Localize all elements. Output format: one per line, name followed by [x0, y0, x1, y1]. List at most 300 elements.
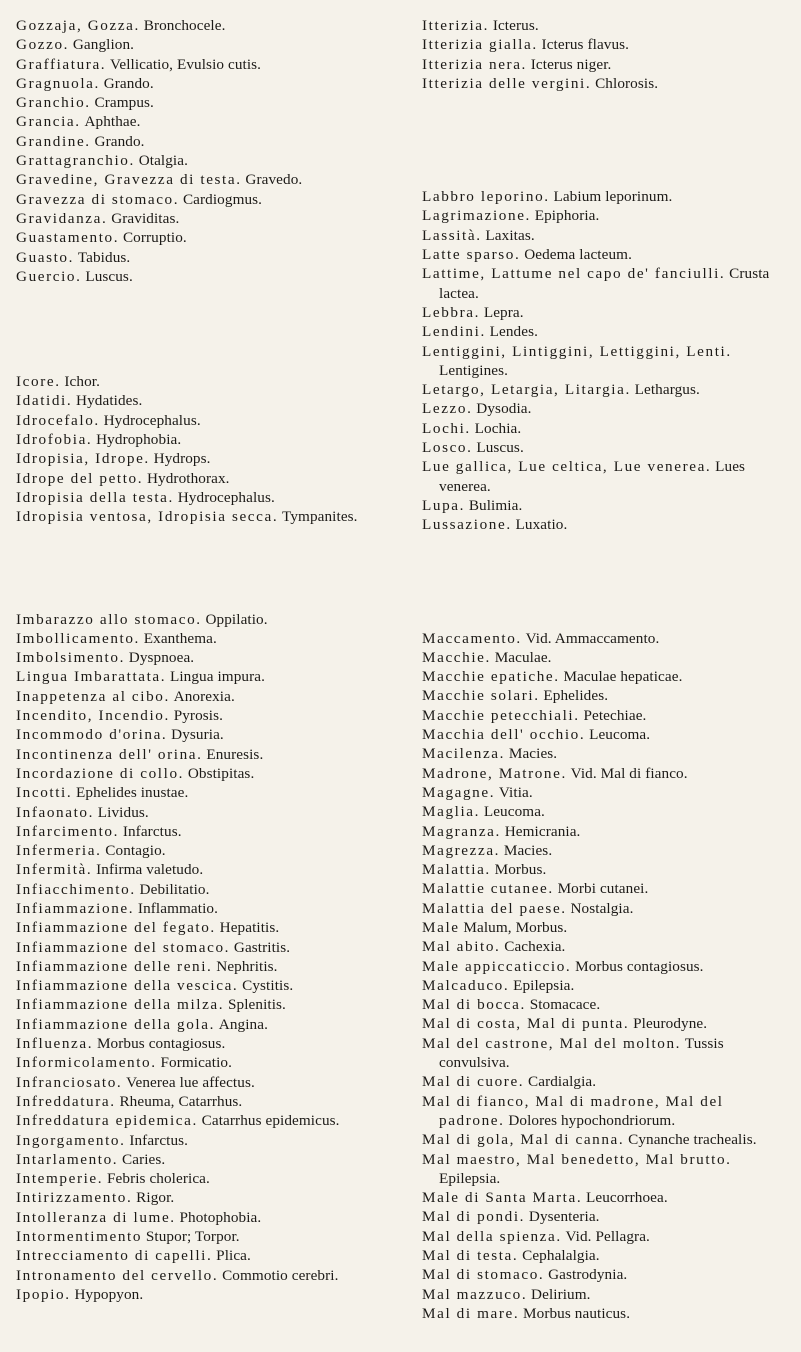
dictionary-entry — [422, 16, 794, 35]
entry-latin: Crampus. — [94, 94, 154, 112]
dictionary-entry — [16, 507, 406, 526]
dictionary-entry — [16, 957, 406, 976]
entry-term: Infiammazione del fegato. — [16, 919, 216, 937]
entry-term: Letargo, Letargia, Litargia. — [422, 381, 631, 399]
entry-term: Lentiggini, Lintiggini, Lettiggini, Lenti. — [422, 342, 732, 360]
entry-term: Grandine. — [16, 132, 91, 150]
entry-latin: Labium leporinum. — [553, 188, 673, 206]
dictionary-entry — [422, 706, 794, 725]
dictionary-entry — [422, 629, 794, 648]
entry-term: Male di Santa Marta. — [422, 1189, 583, 1207]
entry-latin: Dyspnoea. — [128, 649, 195, 667]
entry-latin: Hypopyon. — [74, 1285, 144, 1303]
entry-latin: Otalgia. — [138, 152, 188, 170]
entry-latin: Pleurodyne. — [633, 1015, 708, 1033]
entry-term: Gravidanza. — [16, 209, 108, 227]
entry-term: Intirizzamento. — [16, 1189, 133, 1207]
dictionary-entry — [16, 35, 406, 54]
dictionary-entry — [16, 860, 406, 879]
entry-latin: Epiphoria. — [534, 207, 600, 225]
entry-term: Guastamento. — [16, 229, 120, 247]
entry-term: Infermità. — [16, 861, 93, 879]
dictionary-entry — [16, 1246, 406, 1265]
entry-latin: Tussis convulsiva. — [439, 1034, 724, 1072]
entry-term: Malattia del paese. — [422, 899, 567, 917]
dictionary-entry — [422, 226, 794, 245]
entry-term: Itterizia. — [422, 17, 490, 34]
dictionary-entry — [16, 1053, 406, 1072]
dictionary-entry — [422, 1130, 794, 1149]
entry-term: Mal mazzuco. — [422, 1285, 528, 1303]
entry-term: Grattagranchio. — [16, 152, 135, 170]
dictionary-entry — [422, 841, 794, 860]
dictionary-entry — [16, 209, 406, 228]
entry-term: Infiacchimento. — [16, 880, 136, 898]
entry-term: Lattime, Lattume nel capo de' fanciulli. — [422, 265, 726, 283]
dictionary-entry — [16, 918, 406, 937]
entry-term: Macchie epatiche. — [422, 668, 560, 686]
dictionary-entry — [16, 170, 406, 189]
entry-latin: Venerea lue affectus. — [126, 1073, 255, 1091]
entry-term: Mal di bocca. — [422, 996, 526, 1014]
dictionary-entry — [16, 1150, 406, 1169]
entry-latin: Anorexia. — [173, 687, 235, 705]
dictionary-entry — [422, 937, 794, 956]
entry-latin: Icterus flavus. — [541, 36, 630, 54]
dictionary-entry — [422, 438, 794, 457]
entry-latin: Corruptio. — [122, 229, 187, 247]
entry-latin: Luxatio. — [515, 516, 568, 534]
dictionary-entry — [16, 976, 406, 995]
dictionary-entry — [16, 841, 406, 860]
dictionary-entry — [16, 190, 406, 209]
entry-term: Lebbra. — [422, 303, 481, 321]
dictionary-entry — [422, 515, 794, 534]
entry-latin: Cachexia. — [504, 938, 566, 956]
dictionary-entry — [16, 411, 406, 430]
dictionary-entry — [422, 1150, 794, 1189]
dictionary-entry — [422, 1014, 794, 1033]
entry-latin: Oppilatio. — [205, 610, 268, 628]
entry-latin: Leucoma. — [589, 726, 651, 744]
entry-term: Intronamento del cervello. — [16, 1266, 219, 1284]
entry-term: Incendito, Incendio. — [16, 707, 170, 725]
entry-latin: Stupor; Torpor. — [145, 1228, 240, 1246]
entry-latin: Vid. Pellagra. — [565, 1227, 650, 1245]
entry-latin: Icterus. — [492, 17, 539, 34]
entry-term: Mal di testa. — [422, 1247, 519, 1265]
entry-latin: Dolores hypochondriorum. — [508, 1111, 676, 1129]
dictionary-entry — [16, 1285, 406, 1304]
entry-term: Male — [422, 918, 460, 936]
dictionary-entry — [16, 1227, 406, 1246]
entry-term: Macchia dell' occhio. — [422, 726, 586, 744]
entry-latin: Grando. — [103, 74, 154, 92]
entry-term: Maccamento. — [422, 629, 522, 647]
entry-latin: Crusta lactea. — [439, 265, 770, 302]
entry-term: Guercio. — [16, 267, 82, 285]
entry-latin: Dysenteria. — [528, 1208, 600, 1226]
i-entries-1 — [16, 372, 406, 526]
entry-term: Macilenza. — [422, 745, 506, 763]
entry-latin: Lochia. — [474, 419, 522, 437]
dictionary-entry — [422, 802, 794, 821]
entry-latin: Obstipitas. — [187, 764, 255, 782]
entry-term: Idrope del petto. — [16, 469, 144, 487]
entry-term: Intolleranza di lume. — [16, 1208, 176, 1226]
dictionary-entry — [422, 1034, 794, 1073]
entry-latin: Cephalalgia. — [522, 1247, 600, 1265]
entry-term: Infermeria. — [16, 842, 102, 860]
dictionary-entry — [16, 706, 406, 725]
entry-latin: Dysodia. — [476, 400, 532, 418]
entry-term: Male appiccaticcio. — [422, 957, 572, 975]
entry-latin: Angina. — [218, 1015, 268, 1033]
entry-term: Malattie cutanee. — [422, 880, 554, 898]
entry-term: Malattia. — [422, 861, 491, 879]
dictionary-entry — [16, 151, 406, 170]
entry-term: Lingua Imbarattata. — [16, 668, 167, 686]
entry-latin: Pyrosis. — [173, 707, 224, 725]
dictionary-entry — [422, 918, 794, 937]
dictionary-entry — [422, 187, 794, 206]
dictionary-entry — [16, 228, 406, 247]
dictionary-entry — [16, 610, 406, 629]
entry-term: Gravedine, Gravezza di testa. — [16, 171, 242, 189]
entry-term: Mal maestro, Mal benedetto, Mal brutto. — [422, 1150, 732, 1168]
entry-term: Gozzaja, Gozza. — [16, 17, 140, 34]
l-entries — [422, 187, 794, 534]
entry-latin: Macies. — [503, 841, 553, 859]
entry-latin: Infarctus. — [122, 822, 182, 840]
entry-term: Intormentimento — [16, 1228, 143, 1246]
entry-latin: Hydrocephalus. — [177, 488, 275, 506]
entry-latin: Petechiae. — [583, 706, 647, 724]
dictionary-entry — [16, 16, 406, 35]
entry-latin: Grando. — [94, 132, 145, 150]
entry-term: Intemperie. — [16, 1170, 104, 1188]
entry-latin: Catarrhus epidemicus. — [201, 1112, 340, 1130]
entry-term: Idrofobia. — [16, 431, 93, 449]
dictionary-entry — [16, 648, 406, 667]
dictionary-entry — [422, 860, 794, 879]
entry-term: Lochi. — [422, 419, 471, 437]
i-entries-2 — [16, 610, 406, 1305]
dictionary-entry — [422, 303, 794, 322]
entry-term: Idatidi. — [16, 392, 73, 410]
entry-latin: Tabidus. — [77, 248, 131, 266]
entry-latin: Morbus contagiosus. — [575, 957, 704, 975]
dictionary-entry — [422, 419, 794, 438]
entry-term: Influenza. — [16, 1035, 94, 1053]
entry-latin: Debilitatio. — [139, 880, 210, 898]
dictionary-entry — [422, 1072, 794, 1091]
entry-latin: Maculae. — [494, 648, 552, 666]
dictionary-entry — [16, 1111, 406, 1130]
entry-latin: Lingua impura. — [169, 668, 266, 686]
dictionary-entry — [422, 957, 794, 976]
dictionary-entry — [16, 725, 406, 744]
entry-latin: Morbus. — [494, 861, 547, 879]
entry-term: Ipopio. — [16, 1285, 71, 1303]
dictionary-entry — [422, 264, 794, 303]
entry-term: Infaonato. — [16, 803, 94, 821]
left-column — [16, 16, 406, 1304]
entry-latin: Gravedo. — [245, 171, 303, 189]
dictionary-entry — [16, 1169, 406, 1188]
dictionary-entry — [16, 667, 406, 686]
dictionary-entry — [16, 783, 406, 802]
entry-latin: Lendes. — [489, 323, 538, 341]
dictionary-entry — [422, 322, 794, 341]
entry-latin: Hydrocephalus. — [103, 411, 201, 429]
entry-latin: Bulimia. — [468, 496, 523, 514]
dictionary-entry — [422, 245, 794, 264]
entry-term: Imbolsimento. — [16, 649, 125, 667]
dictionary-entry — [16, 1092, 406, 1111]
entry-latin: Nephritis. — [216, 957, 278, 975]
dictionary-entry — [16, 372, 406, 391]
entry-latin: Leucorrhoea. — [586, 1189, 668, 1207]
entry-term: Intrecciamento di capelli. — [16, 1247, 213, 1265]
entry-term: Incordazione di collo. — [16, 764, 185, 782]
entry-latin: Laxitas. — [485, 226, 535, 244]
entry-latin: Hydrophobia. — [96, 431, 182, 449]
dictionary-entry — [16, 1034, 406, 1053]
entry-term: Incotti. — [16, 784, 73, 802]
entry-latin: Infarctus. — [129, 1131, 189, 1149]
entry-latin: Maculae hepaticae. — [563, 668, 683, 686]
entry-latin: Nostalgia. — [570, 899, 634, 917]
entry-latin: Exanthema. — [143, 629, 217, 647]
entry-term: Labbro leporino. — [422, 188, 550, 206]
entry-latin: Oedema lacteum. — [524, 246, 632, 264]
dictionary-entry — [16, 132, 406, 151]
entry-term: Madrone, Matrone. — [422, 764, 567, 782]
entry-latin: Caries. — [122, 1150, 166, 1168]
entry-latin: Rigor. — [136, 1189, 175, 1207]
dictionary-entry — [422, 1285, 794, 1304]
entry-latin: Hepatitis. — [219, 919, 280, 937]
entry-latin: Aphthae. — [84, 113, 141, 131]
entry-term: Graffiatura. — [16, 55, 107, 73]
entry-latin: Ganglion. — [72, 36, 135, 54]
entry-latin: Bronchocele. — [143, 17, 226, 34]
entry-latin: Dysuria. — [171, 726, 224, 744]
dictionary-entry — [422, 74, 794, 93]
entry-term: Lezzo. — [422, 400, 473, 418]
entry-latin: Vellicatio, Evulsio cutis. — [109, 55, 262, 73]
entry-latin: Febris cholerica. — [106, 1170, 210, 1188]
dictionary-entry — [16, 803, 406, 822]
dictionary-entry — [16, 629, 406, 648]
entry-term: Intarlamento. — [16, 1150, 119, 1168]
dictionary-entry — [422, 744, 794, 763]
m-entries — [422, 629, 794, 1324]
entry-term: Gozzo. — [16, 36, 70, 54]
dictionary-entry — [422, 380, 794, 399]
entry-latin: Morbus contagiosus. — [96, 1035, 226, 1053]
entry-term: Lagrimazione. — [422, 207, 531, 225]
g-entries — [16, 16, 406, 286]
entry-latin: Inflammatio. — [137, 899, 218, 917]
entry-term: Lendini. — [422, 323, 486, 341]
dictionary-entry — [16, 880, 406, 899]
entry-latin: Lepra. — [483, 303, 524, 321]
dictionary-entry — [16, 1015, 406, 1034]
dictionary-entry — [16, 687, 406, 706]
entry-term: Lupa. — [422, 496, 466, 514]
entry-latin: Infirma valetudo. — [96, 861, 204, 879]
dictionary-entry — [422, 1227, 794, 1246]
entry-latin: Macies. — [508, 745, 558, 763]
entry-latin: Tympanites. — [282, 508, 358, 526]
entry-term: Idrocefalo. — [16, 411, 100, 429]
entry-term: Macchie petecchiali. — [422, 706, 580, 724]
entry-term: Infreddatura. — [16, 1092, 116, 1110]
entry-term: Imbarazzo allo stomaco. — [16, 610, 202, 628]
entry-latin: Commotio cerebri. — [222, 1266, 339, 1284]
entry-latin: Epilepsia. — [439, 1169, 501, 1187]
entry-term: Mal abito. — [422, 938, 501, 956]
entry-term: Ingorgamento. — [16, 1131, 126, 1149]
entry-latin: Lethargus. — [634, 381, 700, 399]
entry-term: Magranza. — [422, 822, 501, 840]
entry-latin: Hydrops. — [153, 450, 211, 468]
entry-term: Magagne. — [422, 783, 496, 801]
entry-term: Idropisia della testa. — [16, 488, 174, 506]
entry-term: Idropisia, Idrope. — [16, 450, 150, 468]
entry-term: Guasto. — [16, 248, 75, 266]
entry-latin: Graviditas. — [111, 209, 180, 227]
entry-latin: Splenitis. — [227, 996, 286, 1014]
entry-term: Infiammazione delle reni. — [16, 957, 213, 975]
entry-latin: Plica. — [216, 1247, 251, 1265]
entry-term: Infreddatura epidemica. — [16, 1112, 198, 1130]
entry-latin: Luscus. — [85, 267, 133, 285]
entry-latin: Ephelides inustae. — [76, 784, 189, 802]
entry-term: Mal di pondi. — [422, 1208, 526, 1226]
entry-latin: Rheuma, Catarrhus. — [119, 1092, 243, 1110]
entry-term: Infiammazione. — [16, 899, 135, 917]
entry-term: Maglia. — [422, 803, 481, 821]
dictionary-entry — [16, 822, 406, 841]
entry-term: Mal di costa, Mal di punta. — [422, 1015, 630, 1033]
entry-term: Icore. — [16, 373, 61, 391]
dictionary-entry — [16, 55, 406, 74]
entry-latin: Hydrothorax. — [146, 469, 230, 487]
right-column — [422, 16, 794, 1323]
itterizia-entries — [422, 16, 794, 93]
entry-term: Lue gallica, Lue celtica, Lue venerea. — [422, 458, 712, 476]
entry-latin: Morbi cutanei. — [557, 880, 649, 898]
dictionary-entry — [16, 1073, 406, 1092]
entry-latin: Vid. Mal di fianco. — [570, 764, 688, 782]
entry-term: Gragnuola. — [16, 74, 100, 92]
entry-term: Infranciosato. — [16, 1073, 123, 1091]
dictionary-entry — [422, 399, 794, 418]
dictionary-entry — [16, 391, 406, 410]
dictionary-entry — [422, 667, 794, 686]
entry-latin: Hydatides. — [76, 392, 143, 410]
entry-latin: Enuresis. — [206, 745, 264, 763]
entry-term: Macchie. — [422, 648, 491, 666]
entry-latin: Malum, Morbus. — [463, 918, 568, 936]
entry-latin: Morbus nauticus. — [523, 1304, 631, 1322]
entry-term: Inappetenza al cibo. — [16, 687, 170, 705]
entry-term: Incontinenza dell' orina. — [16, 745, 203, 763]
dictionary-entry — [422, 783, 794, 802]
entry-term: Idropisia ventosa, Idropisia secca. — [16, 508, 279, 526]
dictionary-entry — [16, 1188, 406, 1207]
dictionary-entry — [422, 1246, 794, 1265]
dictionary-entry — [16, 469, 406, 488]
entry-term: Itterizia nera. — [422, 55, 527, 73]
entry-term: Losco. — [422, 439, 473, 457]
entry-term: Infiammazione del stomaco. — [16, 938, 231, 956]
entry-latin: Cystitis. — [242, 977, 294, 995]
entry-term: Magrezza. — [422, 841, 501, 859]
entry-latin: Cardiogmus. — [182, 190, 263, 208]
entry-term: Informicolamento. — [16, 1054, 157, 1072]
dictionary-entry — [422, 976, 794, 995]
entry-latin: Photophobia. — [179, 1208, 262, 1226]
entry-term: Malcaduco. — [422, 976, 510, 994]
entry-term: Infiammazione della vescica. — [16, 977, 239, 995]
entry-term: Itterizia gialla. — [422, 36, 538, 54]
entry-latin: Cynanche trachealis. — [628, 1131, 757, 1149]
dictionary-entry — [16, 430, 406, 449]
dictionary-entry — [422, 55, 794, 74]
entry-term: Gravezza di stomaco. — [16, 190, 180, 208]
dictionary-entry — [422, 995, 794, 1014]
entry-term: Imbollicamento. — [16, 629, 140, 647]
entry-latin: Lues venerea. — [439, 458, 746, 495]
entry-term: Granchio. — [16, 94, 91, 112]
entry-latin: Ephelides. — [543, 687, 609, 705]
dictionary-entry — [16, 112, 406, 131]
entry-term: Infiammazione della gola. — [16, 1015, 215, 1033]
entry-latin: Contagio. — [105, 842, 166, 860]
dictionary-entry — [422, 496, 794, 515]
dictionary-entry — [422, 457, 794, 496]
entry-term: Infiammazione della milza. — [16, 996, 225, 1014]
dictionary-entry — [16, 1131, 406, 1150]
entry-term: Itterizia delle vergini. — [422, 74, 592, 92]
entry-term: Mal di cuore. — [422, 1073, 525, 1091]
entry-term: Mal di fianco, Mal di madrone, Mal del padrone. — [422, 1092, 724, 1129]
dictionary-entry — [16, 449, 406, 468]
entry-term: Mal di stomaco. — [422, 1266, 545, 1284]
dictionary-entry — [422, 879, 794, 898]
dictionary-entry — [422, 725, 794, 744]
dictionary-entry — [422, 206, 794, 225]
dictionary-entry — [16, 899, 406, 918]
dictionary-entry — [422, 342, 794, 381]
dictionary-entry — [422, 1207, 794, 1226]
dictionary-entry — [16, 1266, 406, 1285]
dictionary-entry — [16, 488, 406, 507]
entry-latin: Vitia. — [498, 783, 533, 801]
dictionary-entry — [16, 745, 406, 764]
dictionary-entry — [16, 267, 406, 286]
entry-term: Latte sparso. — [422, 246, 521, 264]
dictionary-entry — [16, 938, 406, 957]
entry-latin: Vid. Ammaccamento. — [525, 629, 660, 647]
entry-latin: Chlorosis. — [595, 74, 659, 92]
dictionary-entry — [16, 764, 406, 783]
entry-latin: Cardialgia. — [528, 1073, 597, 1091]
